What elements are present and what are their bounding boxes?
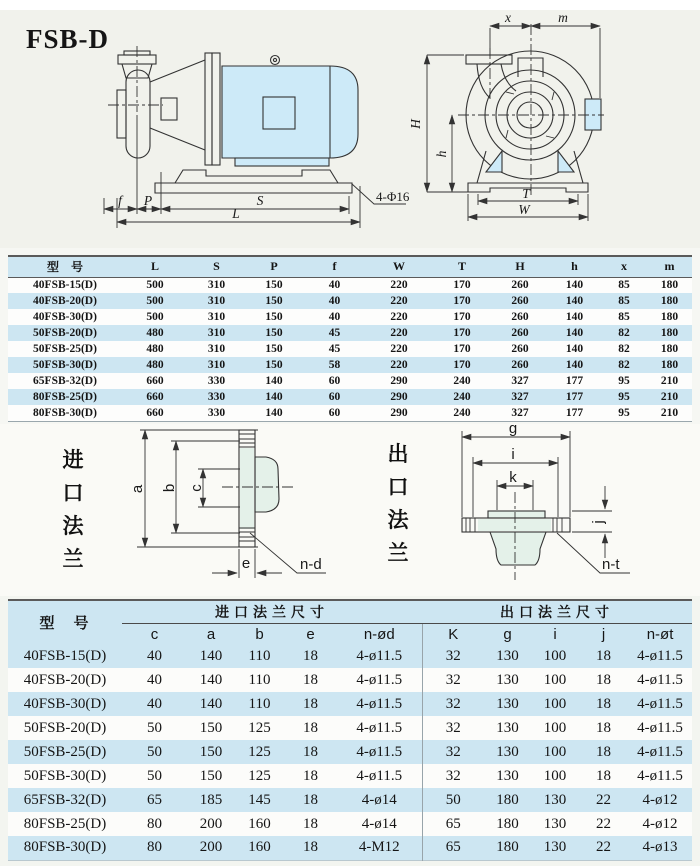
value-cell: 310 [207, 327, 226, 339]
dim-label-T: T [522, 186, 530, 201]
inlet-value-cell: 200 [199, 839, 223, 856]
dim-column-header: P [270, 259, 278, 274]
flange-dimensions-table [8, 599, 692, 861]
table-row [8, 764, 692, 788]
dim-label-h: h [434, 150, 449, 158]
table-row [8, 716, 692, 740]
inlet-value-cell: 110 [248, 671, 271, 688]
value-cell: 85 [618, 311, 630, 323]
inlet-value-cell: 50 [147, 767, 162, 784]
dim-label-c: c [188, 484, 205, 492]
inlet-value-cell: 40 [147, 647, 162, 664]
outlet-value-cell: 22 [596, 839, 612, 856]
dim-column-header: H [515, 259, 525, 274]
outlet-sub-header: i [553, 625, 557, 643]
value-cell: 240 [453, 375, 471, 387]
table-row [8, 740, 692, 764]
dim-label-j: j [590, 520, 607, 524]
value-cell: 60 [328, 406, 341, 419]
outlet-value-cell: 32 [422, 692, 484, 716]
value-cell: 170 [453, 295, 471, 307]
value-cell: 220 [390, 295, 408, 307]
value-cell: 140 [265, 406, 283, 419]
flange-dimensions-table-head [8, 600, 692, 644]
value-cell: 260 [511, 311, 529, 323]
inlet-value-cell: 4-ø11.5 [356, 647, 403, 664]
inlet-value-cell: 140 [199, 695, 223, 712]
overall-dimensions-table-head [8, 256, 692, 277]
value-cell: 220 [390, 311, 408, 323]
value-cell: 180 [660, 311, 679, 323]
value-cell: 310 [207, 311, 226, 323]
value-cell: 82 [618, 327, 630, 339]
inlet-value-cell: 140 [199, 671, 223, 688]
inlet-sub-header: b [255, 625, 264, 643]
model-cell: 50FSB-30(D) [33, 359, 97, 371]
outlet-value-cell: 32 [422, 668, 484, 692]
value-cell: 260 [511, 295, 529, 307]
outlet-flange-drawing [462, 424, 630, 580]
outlet-value-cell: 130 [543, 791, 567, 808]
group-header-row [8, 600, 692, 624]
table-row [8, 812, 692, 836]
value-cell: 40 [328, 311, 341, 323]
inlet-group-header: 进口法兰尺寸 [122, 600, 422, 624]
value-cell: 180 [660, 343, 679, 355]
value-cell: 660 [146, 391, 164, 403]
value-cell: 180 [660, 295, 679, 307]
dim-label-m: m [558, 10, 568, 25]
value-cell: 210 [660, 406, 679, 419]
model-column-header: 型 号 [46, 260, 83, 275]
inlet-value-cell: 4-ø14 [361, 791, 397, 808]
value-cell: 170 [453, 279, 471, 292]
value-cell: 260 [511, 343, 529, 355]
value-cell: 240 [453, 391, 471, 403]
inlet-value-cell: 18 [303, 815, 318, 832]
inlet-value-cell: 50 [147, 743, 162, 760]
inlet-value-cell: 18 [303, 839, 318, 856]
value-cell: 82 [618, 343, 630, 355]
inlet-value-cell: 40 [147, 695, 162, 712]
dim-label-i: i [511, 446, 515, 463]
flange-dimensions-table-body [8, 644, 692, 860]
value-cell: 40 [328, 295, 341, 307]
page-title: FSB-D [26, 24, 110, 54]
outlet-value-cell: 4-ø11.5 [637, 743, 683, 760]
value-cell: 140 [565, 327, 584, 339]
inlet-value-cell: 4-ø11.5 [356, 743, 403, 760]
value-cell: 310 [207, 295, 226, 307]
overall-dimensions-table-section [0, 248, 700, 424]
table-row [8, 373, 692, 389]
outlet-caption-char: 口 [387, 475, 409, 499]
value-cell: 150 [265, 311, 283, 323]
outlet-value-cell: 100 [543, 767, 567, 784]
inlet-value-cell: 18 [303, 719, 318, 736]
value-cell: 82 [618, 359, 630, 371]
value-cell: 290 [390, 391, 408, 403]
pump-outline-drawing-svg [0, 10, 700, 248]
value-cell: 210 [660, 375, 679, 387]
value-cell: 140 [565, 279, 584, 292]
value-cell: 85 [618, 279, 630, 292]
inlet-caption-char: 进 [62, 448, 84, 472]
dim-label-n-d: n-d [300, 556, 322, 573]
outlet-value-cell: 4-ø11.5 [637, 719, 683, 736]
value-cell: 220 [390, 359, 408, 371]
model-cell: 40FSB-20(D) [33, 295, 97, 307]
table-row [8, 788, 692, 812]
inlet-sub-header: c [150, 625, 159, 643]
value-cell: 85 [618, 295, 630, 307]
outlet-caption-char: 出 [387, 442, 409, 466]
model-cell: 50FSB-25(D) [23, 743, 107, 760]
table-row [8, 668, 692, 692]
top-margin [0, 0, 700, 10]
value-cell: 140 [265, 391, 283, 403]
outlet-value-cell: 100 [543, 647, 567, 664]
outlet-value-cell: 130 [496, 719, 519, 736]
inlet-value-cell: 125 [248, 719, 271, 736]
value-cell: 95 [618, 406, 630, 419]
inlet-value-cell: 40 [147, 671, 162, 688]
value-cell: 180 [660, 327, 679, 339]
dim-label-W: W [518, 202, 530, 217]
model-cell: 50FSB-30(D) [23, 767, 107, 784]
inlet-value-cell: 18 [303, 743, 318, 760]
outlet-value-cell: 18 [596, 767, 612, 784]
inlet-value-cell: 110 [248, 647, 271, 664]
value-cell: 45 [328, 343, 341, 355]
model-cell: 65FSB-32(D) [23, 791, 107, 808]
value-cell: 45 [328, 327, 341, 339]
value-cell: 170 [453, 311, 471, 323]
value-cell: 260 [511, 327, 529, 339]
value-cell: 150 [265, 343, 283, 355]
outline-drawings-section [0, 10, 700, 248]
inlet-value-cell: 50 [147, 719, 162, 736]
outlet-sub-header: K [422, 624, 484, 645]
inlet-value-cell: 150 [199, 743, 223, 760]
table-row [8, 341, 692, 357]
dim-label-H: H [408, 119, 423, 129]
dim-column-header: T [457, 259, 466, 274]
outlet-value-cell: 18 [596, 647, 612, 664]
table-row [8, 836, 692, 860]
value-cell: 260 [511, 279, 529, 292]
outlet-value-cell: 180 [496, 839, 519, 856]
model-cell: 50FSB-25(D) [33, 343, 97, 355]
value-cell: 220 [390, 279, 408, 292]
value-cell: 330 [207, 391, 226, 403]
outlet-value-cell: 4-ø11.5 [637, 695, 683, 712]
outlet-value-cell: 22 [596, 791, 612, 808]
inlet-sub-header: e [306, 625, 315, 643]
inlet-value-cell: 18 [303, 791, 318, 808]
value-cell: 60 [328, 375, 341, 387]
value-cell: 95 [618, 391, 630, 403]
value-cell: 150 [265, 359, 283, 371]
flange-drawings-svg [0, 424, 700, 596]
dim-label-k: k [509, 469, 517, 486]
inlet-value-cell: 125 [248, 767, 271, 784]
header-row [8, 256, 692, 277]
outlet-value-cell: 50 [422, 788, 484, 812]
value-cell: 180 [660, 359, 679, 371]
value-cell: 220 [390, 343, 408, 355]
outlet-value-cell: 4-ø11.5 [637, 671, 683, 688]
outlet-value-cell: 4-ø12 [642, 815, 678, 832]
inlet-value-cell: 65 [147, 791, 162, 808]
model-cell: 40FSB-15(D) [23, 647, 107, 664]
value-cell: 290 [390, 375, 408, 387]
value-cell: 140 [565, 359, 584, 371]
dim-column-header: S [213, 259, 220, 274]
dim-column-header: h [571, 259, 578, 274]
outlet-value-cell: 18 [596, 671, 612, 688]
table-row [8, 293, 692, 309]
value-cell: 310 [207, 343, 226, 355]
value-cell: 480 [146, 327, 164, 339]
table-row [8, 357, 692, 373]
value-cell: 500 [146, 311, 164, 323]
pump-end-dimensions [408, 10, 600, 221]
value-cell: 310 [207, 279, 226, 292]
outlet-value-cell: 130 [543, 839, 567, 856]
outlet-value-cell: 18 [596, 743, 612, 760]
outlet-value-cell: 130 [496, 743, 519, 760]
model-cell: 80FSB-25(D) [33, 391, 97, 403]
value-cell: 330 [207, 406, 226, 419]
dim-column-header: x [621, 259, 627, 274]
outlet-value-cell: 65 [422, 836, 484, 860]
value-cell: 40 [328, 279, 341, 292]
value-cell: 327 [511, 375, 529, 387]
value-cell: 660 [146, 375, 164, 387]
model-cell: 50FSB-20(D) [23, 719, 107, 736]
outlet-value-cell: 4-ø11.5 [637, 767, 683, 784]
value-cell: 170 [453, 343, 471, 355]
bolt-hole-note: 4-Φ16 [376, 189, 410, 204]
value-cell: 140 [565, 343, 584, 355]
outlet-sub-header: n-øt [646, 625, 674, 643]
model-cell: 65FSB-32(D) [33, 375, 97, 387]
table-row [8, 325, 692, 341]
outlet-caption-char: 兰 [387, 541, 409, 565]
outlet-group-header: 出口法兰尺寸 [422, 600, 692, 624]
overall-dimensions-table-body [8, 277, 692, 421]
inlet-value-cell: 18 [303, 647, 318, 664]
inlet-value-cell: 4-ø14 [361, 815, 397, 832]
value-cell: 140 [565, 295, 584, 307]
inlet-value-cell: 4-ø11.5 [356, 671, 403, 688]
inlet-value-cell: 185 [199, 791, 223, 808]
value-cell: 170 [453, 327, 471, 339]
inlet-value-cell: 140 [199, 647, 223, 664]
value-cell: 500 [146, 279, 164, 292]
outlet-value-cell: 100 [543, 719, 567, 736]
dim-column-header: L [150, 259, 159, 274]
inlet-value-cell: 160 [248, 839, 271, 856]
outlet-sub-header: g [503, 625, 512, 643]
pump-side-view [108, 46, 358, 193]
value-cell: 327 [511, 391, 529, 403]
value-cell: 150 [265, 279, 283, 292]
value-cell: 220 [390, 327, 408, 339]
dim-label-e: e [241, 555, 251, 572]
inlet-value-cell: 125 [248, 743, 271, 760]
dim-label-f: f [118, 193, 122, 208]
overall-dimensions-table [8, 255, 692, 422]
dim-column-header: W [393, 259, 405, 274]
value-cell: 58 [328, 359, 341, 371]
value-cell: 177 [565, 391, 584, 403]
outlet-value-cell: 32 [422, 764, 484, 788]
inlet-value-cell: 200 [199, 815, 223, 832]
inlet-value-cell: 4-ø11.5 [356, 719, 403, 736]
value-cell: 177 [565, 375, 584, 387]
outlet-value-cell: 4-ø11.5 [637, 647, 683, 664]
value-cell: 327 [511, 406, 529, 419]
inlet-value-cell: 18 [303, 671, 318, 688]
value-cell: 60 [328, 391, 341, 403]
model-cell: 40FSB-20(D) [23, 671, 107, 688]
table-row [8, 309, 692, 325]
outlet-sub-header: j [601, 625, 606, 643]
outlet-value-cell: 130 [496, 647, 519, 664]
inlet-flange-drawing [129, 430, 326, 578]
inlet-value-cell: 4-ø11.5 [356, 695, 403, 712]
dim-column-header: m [664, 259, 675, 274]
value-cell: 150 [265, 327, 283, 339]
value-cell: 660 [146, 406, 164, 419]
outlet-value-cell: 18 [596, 719, 612, 736]
value-cell: 480 [146, 359, 164, 371]
model-cell: 40FSB-30(D) [23, 695, 107, 712]
inlet-value-cell: 110 [248, 695, 271, 712]
dim-label-n-t: n-t [602, 556, 620, 573]
inlet-value-cell: 150 [199, 719, 223, 736]
outlet-value-cell: 100 [543, 695, 567, 712]
dim-label-x: x [505, 10, 511, 25]
outlet-value-cell: 65 [422, 812, 484, 836]
outlet-caption-char: 法 [387, 508, 409, 532]
inlet-value-cell: 18 [303, 695, 318, 712]
outlet-value-cell: 130 [543, 815, 567, 832]
value-cell: 290 [390, 406, 408, 419]
dim-label-P: P [143, 193, 153, 208]
pump-end-view [458, 24, 604, 198]
value-cell: 140 [265, 375, 283, 387]
model-cell: 80FSB-30(D) [23, 839, 107, 856]
value-cell: 240 [453, 406, 471, 419]
inlet-value-cell: 80 [147, 839, 162, 856]
table-row [8, 389, 692, 405]
value-cell: 140 [565, 311, 584, 323]
value-cell: 95 [618, 375, 630, 387]
value-cell: 500 [146, 295, 164, 307]
model-column-header: 型 号 [39, 616, 91, 632]
outlet-value-cell: 100 [543, 743, 567, 760]
table-row [8, 405, 692, 421]
inlet-sub-header: a [206, 625, 216, 643]
inlet-sub-header: n-ød [363, 625, 395, 643]
outlet-value-cell: 4-ø12 [642, 791, 678, 808]
table-row [8, 644, 692, 668]
outlet-value-cell: 100 [543, 671, 567, 688]
outlet-value-cell: 18 [596, 695, 612, 712]
table-row [8, 277, 692, 293]
value-cell: 177 [565, 406, 584, 419]
outlet-value-cell: 180 [496, 815, 519, 832]
value-cell: 310 [207, 359, 226, 371]
inlet-value-cell: 150 [199, 767, 223, 784]
inlet-value-cell: 4-ø11.5 [356, 767, 403, 784]
inlet-value-cell: 18 [303, 767, 318, 784]
inlet-caption-char: 兰 [62, 547, 84, 571]
inlet-caption-char: 法 [62, 514, 84, 538]
model-cell: 40FSB-15(D) [33, 279, 97, 292]
value-cell: 260 [511, 359, 529, 371]
dim-label-L: L [232, 206, 240, 221]
outlet-value-cell: 130 [496, 671, 519, 688]
inlet-caption-char: 口 [62, 481, 84, 505]
value-cell: 180 [660, 279, 679, 292]
model-cell: 40FSB-30(D) [33, 311, 97, 323]
outlet-value-cell: 180 [496, 791, 519, 808]
dim-label-b: b [161, 483, 178, 493]
value-cell: 480 [146, 343, 164, 355]
outlet-value-cell: 32 [422, 716, 484, 740]
outlet-value-cell: 130 [496, 695, 519, 712]
outlet-value-cell: 130 [496, 767, 519, 784]
value-cell: 150 [265, 295, 283, 307]
outlet-value-cell: 32 [422, 740, 484, 764]
value-cell: 170 [453, 359, 471, 371]
model-cell: 80FSB-30(D) [33, 406, 97, 419]
dim-label-a: a [129, 484, 146, 494]
inlet-value-cell: 160 [248, 815, 271, 832]
flange-dimensions-table-section [0, 596, 700, 866]
value-cell: 210 [660, 391, 679, 403]
dim-column-header: f [332, 259, 337, 274]
value-cell: 330 [207, 375, 226, 387]
outlet-value-cell: 4-ø13 [642, 839, 678, 856]
dim-label-g: g [508, 424, 518, 437]
inlet-value-cell: 4-M12 [358, 839, 400, 856]
outlet-value-cell: 32 [422, 644, 484, 668]
table-row [8, 692, 692, 716]
model-cell: 80FSB-25(D) [23, 815, 107, 832]
inlet-value-cell: 80 [147, 815, 162, 832]
inlet-value-cell: 145 [248, 791, 271, 808]
model-cell: 50FSB-20(D) [33, 327, 97, 339]
outlet-value-cell: 22 [596, 815, 612, 832]
flange-drawings-section [0, 424, 700, 596]
dim-label-S: S [256, 193, 264, 208]
